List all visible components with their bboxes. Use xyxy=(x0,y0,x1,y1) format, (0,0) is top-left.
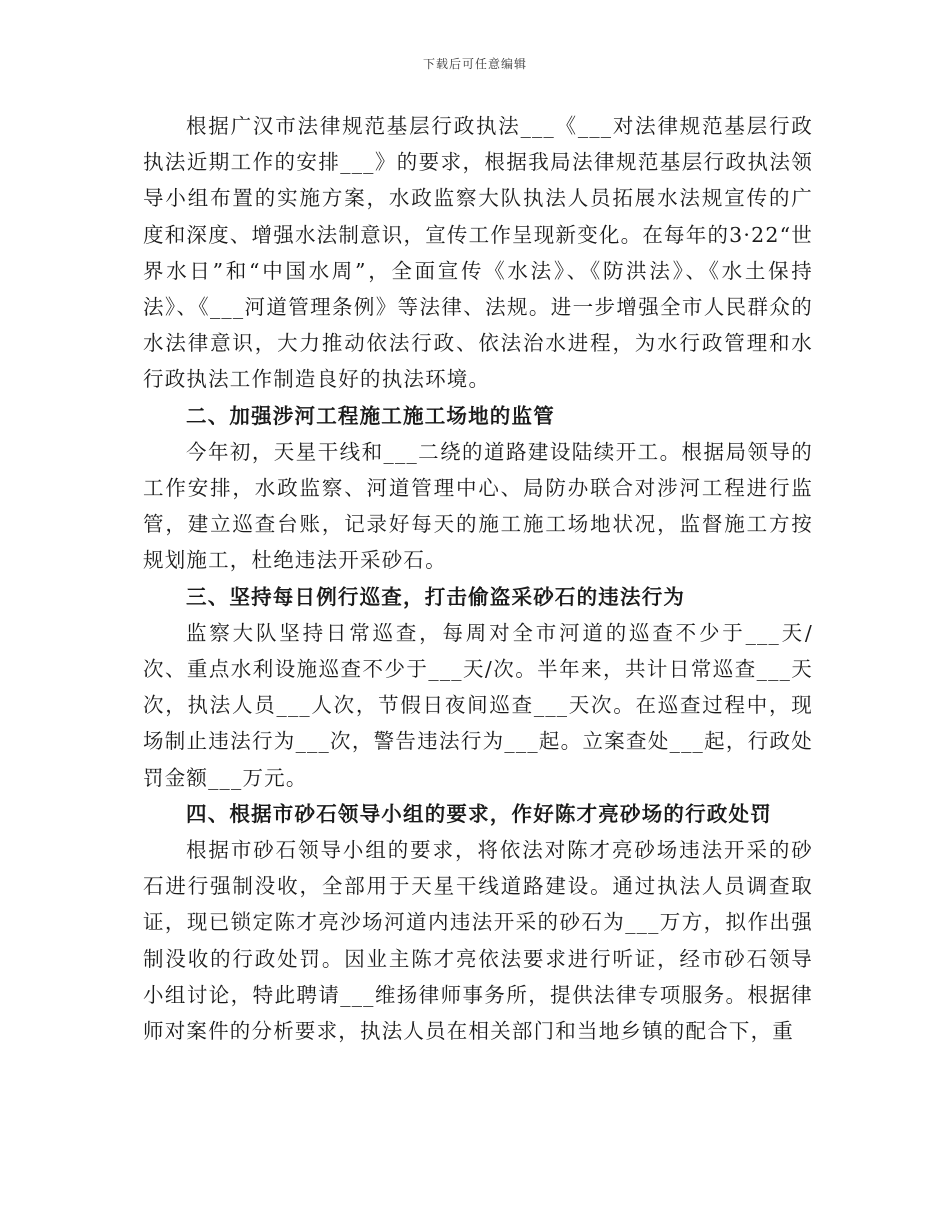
paragraph-section-2: 今年初，天星干线和___二绕的道路建设陆续开工。根据局领导的工作安排，水政监察、河道管理中心、局防办联合对涉河工程进行监管，建立巡查台账，记录好每天的施工施工场地状况，监督施工方按规划施工，杜绝违法开采砂石。 xyxy=(143,439,813,573)
paragraph-section-4: 根据市砂石领导小组的要求，将依法对陈才亮砂场违法开采的砂石进行强制没收，全部用于天星干线道路建设。通过执法人员调查取证，现已锁定陈才亮沙场河道内违法开采的砂石为___万方，拟作出强制没收的行政处罚。因业主陈才亮依法要求进行听证，经市砂石领导小组讨论，特此聘请___维扬律师事务所，提供法律专项服务。根据律师对案件的分析要求，执法人员在相关部门和当地乡镇的配合下，重 xyxy=(143,838,813,1044)
section-heading-3: 三、坚持每日例行巡查，打击偷盗采砂石的违法行为 xyxy=(186,584,686,609)
paragraph-section-3: 监察大队坚持日常巡查，每周对全市河道的巡查不少于___天/次、重点水利设施巡查不少于___天/次。半年来，共计日常巡查___天次，执法人员___人次，节假日夜间巡查___天次。在巡查过程中，现场制止违法行为___次，警告违法行为___起。立案查处___起，行政处罚金额___万元。 xyxy=(143,620,813,790)
paragraph-intro: 根据广汉市法律规范基层行政执法___《___对法律规范基层行政执法近期工作的安排___》的要求，根据我局法律规范基层行政执法领导小组布置的实施方案，水政监察大队执法人员拓展水法规宣传的广度和深度、增强水法制意识，宣传工作呈现新变化。在每年的3·22“世界水日”和“中国水周”，全面宣传《水法》、《防洪法》、《水土保持法》、《___河道管理条例》等法律、法规。进一步增强全市人民群众的水法律意识，大力推动依法行政、依法治水进程，为水行政管理和水行政执法工作制造良好的执法环境。 xyxy=(143,114,813,392)
document-body xyxy=(143,108,813,1049)
section-heading-4: 四、根据市砂石领导小组的要求，作好陈才亮砂场的行政处罚 xyxy=(186,801,772,826)
header-note: 下载后可任意编辑 xyxy=(422,57,527,71)
section-heading-2: 二、加强涉河工程施工施工场地的监管 xyxy=(186,403,555,428)
